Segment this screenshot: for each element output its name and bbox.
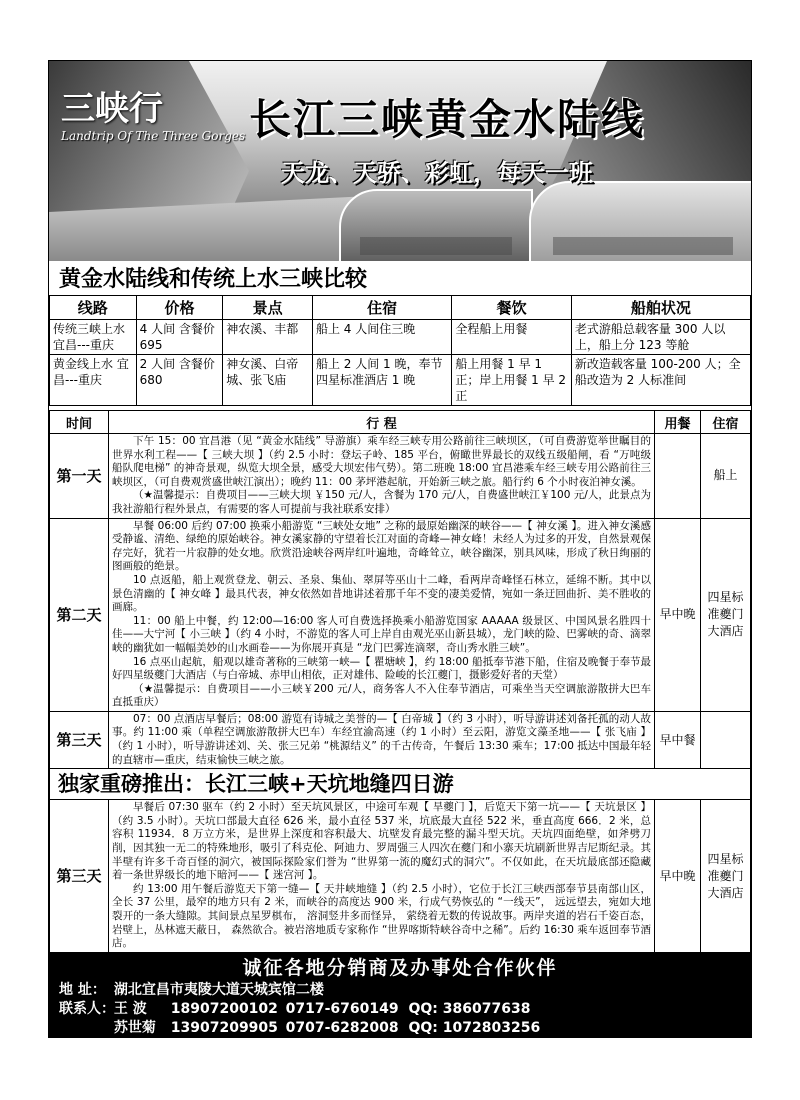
contact-name: 苏世菊 (113, 1019, 156, 1036)
schedule-paragraph: 约 13:00 用午餐后游览天下第一缝—【 天井峡地缝 】（约 2.5 小时），它位于长江三峡西部奉节县南部山区，全长 37 公里，最窄的地方只有 2 米，而峡谷的高度达 900 米，行成气势恢弘的 “一线天”， 远远望去，宛如大地裂开的一条大缝隙。其间景点星罗棋布， 溶洞竖井多而怪异， 萦绕着无数的传说故事。两岸夹道的岩石千姿百态，岩壁上，丛林遮天蔽日， 森然欲合。被岩溶地质专家称作 “世界喀斯特峡谷奇中之稀”。后约 16:30 乘车返回奉节酒店。 (112, 882, 651, 950)
table-cell: 船上 2 人间 1 晚，奉节四星标准酒店 1 晚 (312, 355, 451, 406)
table-row (50, 355, 751, 406)
day-label: 第一天 (50, 434, 109, 519)
day-stay: 四星标准夔门大酒店 (701, 518, 751, 711)
tip-paragraph: （★温馨提示：自费项目——小三峡￥200 元/人，商务客人不入住奉节酒店，可乘坐当天空调旅游散拼大巴车直抵重庆） (112, 682, 651, 709)
day-label: 第三天 (50, 800, 109, 953)
header-time: 时间 (50, 411, 109, 434)
day-stay: 船上 (701, 434, 751, 519)
table-cell: 黄金线上水 宜昌---重庆 (50, 355, 137, 406)
day-meal: 早中餐 (655, 711, 701, 768)
header-stay: 住宿 (701, 411, 751, 434)
contact-qq: QQ: 1072803256 (408, 1019, 541, 1036)
day-row-1 (50, 434, 751, 519)
schedule-paragraph: 早餐后 07:30 驱车（约 2 小时）至天坑风景区，中途可车观【 旱夔门 】，后览天下第一坑——【 天坑景区 】（约 3.5 小时）。天坑口部最大直径 626 米，最小直径 537 米，坑底最大直径 522 米，垂直高度 666．2 米，总容积 11934．8 万立方米，是世界上深度和容积最大、坑壁发育最完整的漏斗型天坑。天坑四面绝壁，如斧劈刀削，因其独一无二的特殊地形，吸引了科克伦、阿迪力、罗周强三人四次在夔门和小寨天坑刷新世界吉尼斯纪录。其半壁有许多千奇百怪的洞穴，被国际探险家们誉为 “世界第一流的魔幻式的洞穴”。不仅如此，在天坑最底部还隐藏着一条世界级长的地下暗河——【 迷宫河 】。 (112, 801, 651, 882)
schedule-paragraph: 10 点返船，船上观赏登龙、朝云、圣泉、集仙、翠屏等巫山十二峰，看两岸奇峰怪石林立，延绵不断。其中以景色清幽的【 神女峰 】最具代表，神女依然如昔地讲述着那千年不变的凄美爱情，宛如一条迂回曲折、美不胜收的画廊。 (112, 573, 651, 614)
day-stay (701, 711, 751, 768)
address-label: 地 址： (59, 981, 106, 998)
contact-mobile: 13907209905 (170, 1019, 278, 1036)
day-schedule (109, 800, 655, 953)
contact-name: 王 波 (113, 1000, 147, 1017)
table-cell: 船上 4 人间住三晚 (312, 320, 451, 355)
header-meals: 餐饮 (452, 296, 571, 320)
table-row (50, 320, 751, 355)
sub-title: 天龙、天骄、彩虹，每天一班 (281, 159, 593, 187)
day-row-2 (50, 518, 751, 711)
comparison-table (49, 295, 751, 406)
table-cell: 2 人间 含餐价 680 (136, 355, 223, 406)
day-schedule (109, 711, 655, 768)
contact-label: 联系人： (59, 1000, 115, 1017)
footer-slogan: 诚征各地分销商及办事处合作伙伴 (242, 956, 558, 979)
exclusive-day-row (50, 800, 751, 953)
table-cell: 神女溪、白帝城、张飞庙 (223, 355, 313, 406)
schedule-paragraph: 07：00 点酒店早餐后；08:00 游览有诗城之美誉的—【 白帝城 】（约 3 小时），听导游讲述刘备托孤的动人故事。约 11:00 乘（单程空调旅游散拼大巴车）车经宜渝高速（约 1 小时）至云阳，游览文藻圣地——【 张飞庙 】（约 1 小时），听导游讲述刘、关、张三兄弟 “桃源结义” 的千古传奇，午餐后 13:30 乘车；17:00 抵达中国最年轻的直辖市—重庆，结束愉快三峡之旅。 (112, 712, 651, 766)
schedule-paragraph: 下午 15：00 宜昌港（见 “黄金水陆线” 导游旗）乘车经三峡专用公路前往三峡坝区，（可自费游览举世瞩目的世界水利工程——【 三峡大坝 】（约 2.5 小时：登坛子岭、185 平台，俯瞰世界最长的双线五级船闸，看 “万吨级船队爬电梯” 的神奇景观，纵览大坝全景，感受大坝宏伟气势）。第二班晚 18:00 宜昌港乘车经三峡专用公路前往三峡坝区，（可自费观赏盛世峡江演出）；晚约 11：00 茅坪港起航，开始新三峡之旅。船行约 6 个小时夜泊神女溪。 (112, 435, 651, 488)
ship-lobby-photo (339, 189, 533, 261)
day-label: 第三天 (50, 711, 109, 768)
ship-reception-photo (529, 181, 751, 261)
table-cell: 船上用餐 1 早 1 正；岸上用餐 1 早 2 正 (452, 355, 571, 406)
comparison-header-row (50, 296, 751, 320)
contact-phone: 0707-6282008 (285, 1019, 399, 1036)
table-cell: 老式游船总载客量 300 人以上，船上分 123 等舱 (571, 320, 750, 355)
tip-paragraph: （★温馨提示：自费项目——三峡大坝 ￥150 元/人，含餐为 170 元/人，自费盛世峡江￥100 元/人，此景点为我社游船行程外景点，有需要的客人可提前与我社联系安排） (112, 489, 651, 515)
flyer-page (48, 60, 752, 1038)
header-meal: 用餐 (655, 411, 701, 434)
table-cell: 新改造载客量 100-200 人；全船改造为 2 人标准间 (571, 355, 750, 406)
itinerary-table (49, 410, 751, 769)
day-meal (655, 434, 701, 519)
table-cell: 神农溪、丰都 (223, 320, 313, 355)
schedule-paragraph: 16 点巫山起航，船观以雄奇著称的三峡第一峡—【 瞿塘峡 】，约 18:00 船抵奉节港下船，住宿及晚餐于奉节最好四星级夔门大酒店（与白帝城、赤甲山相依，正对雄伟、险峻的长江夔门，摄影爱好者的天堂） (112, 655, 651, 682)
header-ship: 船舶状况 (571, 296, 750, 320)
exclusive-title: 独家重磅推出：长江三峡+天坑地缝四日游 (49, 769, 751, 799)
schedule-paragraph: 早餐 06:00 后约 07:00 换乘小船游览 “三峡处女地” 之称的最原始幽深的峡谷——【 神女溪 】。进入神女溪感受静谧、清绝、绿绝的原始峡谷。神女溪家静的守望着长江对面的奇峰—神女峰！未经人为过多的开发，自然景观保存完好，犹若一片寂静的处女地。欣赏沿途峡谷两岸红叶遍地，奇峰耸立，峡谷幽深，别具风味，形成了秋日绚丽的图画般的绝景。 (112, 519, 651, 573)
exclusive-table (49, 799, 751, 953)
day-schedule (109, 518, 655, 711)
contact-mobile: 18907200102 (170, 1000, 278, 1017)
day-meal: 早中晚 (655, 800, 701, 953)
logo-english: Landtrip Of The Three Gorges (61, 129, 246, 143)
main-title: 长江三峡黄金水陆线 (249, 95, 646, 144)
header-route: 线路 (50, 296, 137, 320)
banner (49, 61, 751, 261)
comparison-title: 黄金水陆线和传统上水三峡比较 (59, 267, 368, 292)
contact-phone: 0717-6760149 (285, 1000, 399, 1017)
itinerary-header-row (50, 411, 751, 434)
contact-qq: QQ: 386077638 (408, 1000, 531, 1017)
contact-row (59, 1000, 741, 1019)
logo-text: 三峡行 (61, 89, 163, 129)
table-cell: 全程船上用餐 (452, 320, 571, 355)
footer (49, 953, 751, 1038)
header-sights: 景点 (223, 296, 313, 320)
day-stay: 四星标准夔门大酒店 (701, 800, 751, 953)
day-label: 第二天 (50, 518, 109, 711)
header-schedule: 行 程 (109, 411, 655, 434)
header-price: 价格 (136, 296, 223, 320)
header-lodging: 住宿 (312, 296, 451, 320)
day-schedule (109, 434, 655, 519)
address-row (59, 981, 741, 1000)
day-row-3 (50, 711, 751, 768)
table-cell: 传统三峡上水 宜昌---重庆 (50, 320, 137, 355)
contact-row (59, 1019, 741, 1038)
schedule-paragraph: 11：00 船上中餐，约 12:00—16:00 客人可自费选择换乘小船游览国家 AAAAA 级景区、中国风景名胜四十佳——大宁河【 小三峡 】（约 4 小时，不游览的客人可上岸自由观光巫山新县城），龙门峡的险、巴雾峡的奇、滴翠峡的幽犹如一幅幅美妙的山水画卷——为你展开真是 “龙门巴雾连滴翠，奇山秀水胜三峡”。 (112, 614, 651, 654)
day-meal: 早中晚 (655, 518, 701, 711)
table-cell: 4 人间 含餐价 695 (136, 320, 223, 355)
address-text: 湖北宜昌市夷陵大道天城宾馆二楼 (113, 981, 324, 998)
